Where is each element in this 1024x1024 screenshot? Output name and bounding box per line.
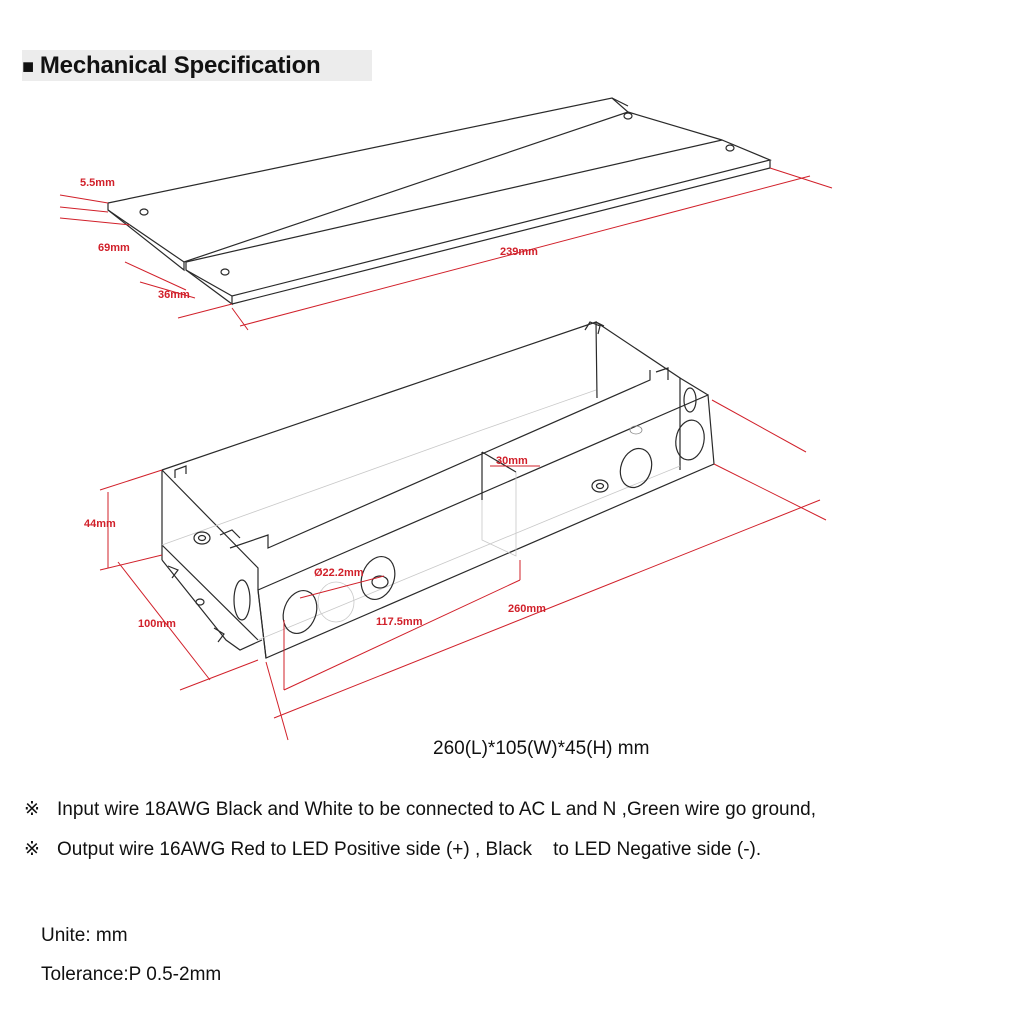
dim-plate-length: 239mm: [500, 246, 538, 258]
plate-dimension-lines: [60, 168, 832, 330]
note-input-wire: [24, 798, 816, 821]
dim-knockout-diameter: Ø22.2mm: [314, 567, 364, 579]
unit-line: Unite: mm: [41, 925, 128, 946]
title-marker: ■: [22, 56, 34, 78]
title-text: Mechanical Specification: [39, 52, 321, 79]
dim-box-length: 260mm: [508, 603, 546, 615]
note-mark: ※: [24, 839, 40, 860]
dim-divider-width: 30mm: [496, 455, 528, 467]
cover-plates: [108, 98, 770, 304]
enclosure-box: [162, 322, 714, 658]
box-dimension-lines: [100, 400, 826, 740]
tolerance-line: Tolerance:P 0.5-2mm: [41, 964, 222, 985]
overall-size-caption: 260(L)*105(W)*45(H) mm: [433, 738, 650, 759]
dim-plate-lip: 36mm: [158, 289, 190, 301]
note-output-wire: [24, 838, 761, 861]
dim-plate-thickness: 5.5mm: [80, 177, 115, 189]
dim-box-width: 100mm: [138, 618, 176, 630]
dim-plate-width: 69mm: [98, 242, 130, 254]
dim-knockout-spacing: 117.5mm: [376, 616, 423, 628]
dim-box-height: 44mm: [84, 518, 116, 530]
note-mark: ※: [24, 799, 40, 820]
note-text: Input wire 18AWG Black and White to be connected to AC L and N ,Green wire go ground,: [57, 799, 817, 820]
note-text: Output wire 16AWG Red to LED Positive side (+) , Black to LED Negative side (-).: [57, 839, 762, 860]
